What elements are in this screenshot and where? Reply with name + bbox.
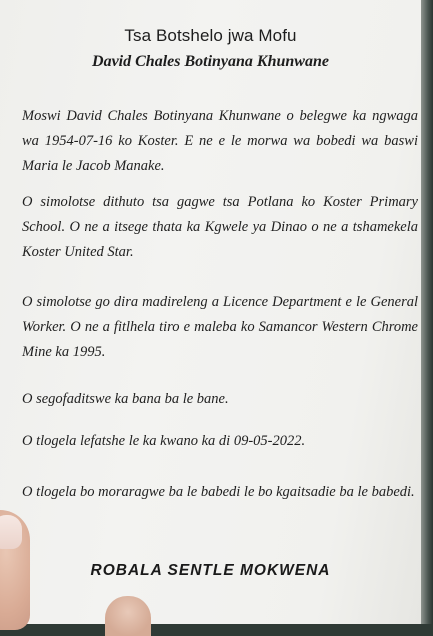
paragraph-work: O simolotse go dira madireleng a Licence Department e le General Worker. O ne a fitlhela tiro e maleba ko Samancor Western Chrome Mine ka 1995. [22,294,418,360]
page-edge-shadow [421,0,433,624]
fingertip-bottom [105,596,151,636]
paragraph-death: O tlogela lefatshe le ka kwano ka di 09-05-2022. [22,433,306,449]
paragraph-children: O segofaditswe ka bana ba le bane. [22,391,229,407]
page-title: Tsa Botshelo jwa Mofu [124,26,297,45]
deceased-name: David Chales Botinyana Khunwane [92,53,329,70]
closing-line: ROBALA SENTLE MOKWENA [90,562,331,579]
paragraph-school: O simolotse dithuto tsa gagwe tsa Potlana ko Koster Primary School. O ne a itsege thata ka Kgwele ya Dinao o ne a tshamekela Koster United Star. [22,194,418,260]
paragraph-family: O tlogela bo moraragwe ba le babedi le bo kgaitsadie ba le babedi. [22,484,415,500]
paragraph-birth: Moswi David Chales Botinyana Khunwane o belegwe ka ngwaga wa 1954-07-16 ko Koster. E ne e le morwa wa bobedi wa baswi Maria le Jacob Manake. [22,108,418,174]
thumbnail-left [0,515,22,549]
